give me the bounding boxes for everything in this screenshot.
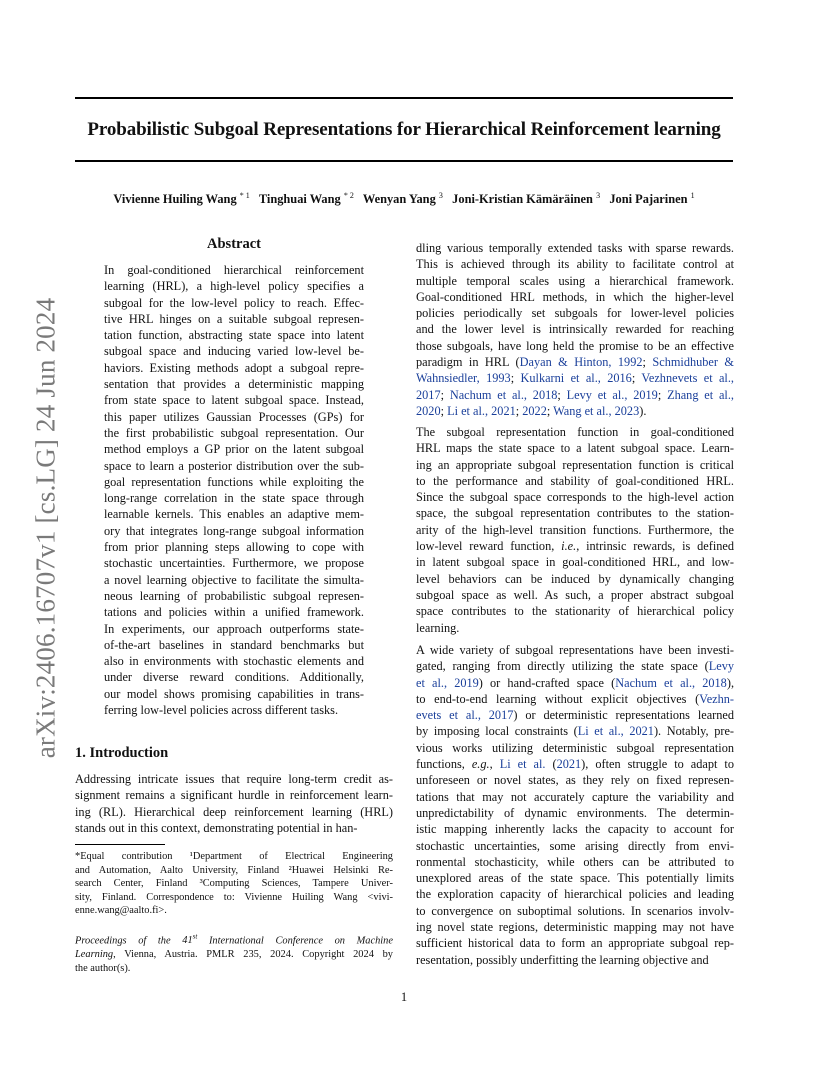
text-line — [416, 338, 734, 354]
text-span: space, the subgoal representation contributes to the station- — [416, 506, 734, 521]
text-line: and Automation, Aalto University, Finland ²Huawei Helsinki Re- — [75, 864, 393, 876]
text-span: vious works utilizing deterministic subgoal representation — [416, 740, 734, 755]
citation-link[interactable]: Levy et al., 2019 — [566, 387, 658, 402]
text-span: This is achieved through its ability to facilitate control at — [416, 257, 734, 272]
text-line: In experiments, our approach outperforms state- — [104, 621, 364, 636]
text-line — [416, 870, 734, 886]
text-line: this paper utilizes Gaussian Processes (GPs) for — [104, 409, 364, 424]
text-line — [416, 505, 734, 521]
right-column-paragraph — [416, 424, 734, 636]
text-line — [416, 489, 734, 505]
text-span: ; — [440, 387, 450, 402]
citation-link[interactable]: Vezhn- — [699, 691, 734, 706]
text-line: signment remains a significant hurdle in reinforcement learn- — [75, 788, 393, 803]
text-span: e.g. — [471, 757, 490, 772]
text-span: multiple temporal scales using a hierarchical framework. — [416, 273, 734, 288]
text-line — [416, 273, 734, 289]
text-line — [416, 571, 734, 587]
text-span: ing an appropriate subgoal representation function is critical — [416, 457, 734, 472]
text-line — [416, 723, 734, 739]
text-line: search Center, Finland ³Computing Sciences, Tampere Univer- — [75, 878, 393, 890]
text-span: arity of the high-level transition functions. Furthermore, the — [416, 522, 734, 537]
text-line — [416, 603, 734, 619]
text-span: functions, — [416, 757, 472, 772]
paper-title: Probabilistic Subgoal Representations for Hierarchical Reinforcement learning — [87, 119, 721, 140]
text-line — [416, 587, 734, 603]
text-line — [416, 952, 734, 968]
text-line: sity, Finland. Correspondence to: Vivienne Huiling Wang <vivi- — [75, 891, 393, 903]
right-column-paragraph — [416, 642, 734, 968]
text-span: dling various temporally extended tasks with sparse rewards. — [416, 241, 734, 255]
text-span: HRL maps the state space to a latent subgoal space. Learn- — [416, 441, 734, 456]
text-line: tive HRL hinges on a suitable subgoal represen- — [104, 311, 364, 326]
citation-link[interactable]: Li et al. — [499, 757, 546, 772]
text-line — [416, 473, 734, 489]
text-line — [416, 935, 734, 951]
text-line: long-range correlation in the state space through — [104, 491, 364, 506]
author: Wenyan Yang $^3$ — [362, 191, 443, 207]
abstract-heading: Abstract — [207, 236, 261, 252]
text-span: ) or deterministic representations learned — [513, 708, 735, 723]
citation-link[interactable]: 2017 — [416, 387, 441, 402]
text-span: The subgoal representation function in goal-conditioned — [416, 425, 734, 439]
text-line — [416, 620, 734, 636]
text-line: the first probabilistic subgoal representation. Our — [104, 425, 364, 440]
citation-link[interactable]: evets et al., 2017 — [416, 708, 514, 723]
text-line: ferring low-level policies across different tasks. — [104, 703, 339, 718]
text-line: Addressing intricate issues that require long-term credit as- — [75, 772, 393, 786]
right-column-paragraph — [416, 240, 734, 419]
text-span: stochastic uncertainties, some arising directly from envi- — [416, 838, 734, 853]
text-span: ). Notably, pre- — [653, 724, 735, 739]
text-span: space contributes to the stationarity of hierarchical policy — [416, 604, 734, 619]
author: Tinghuai Wang $^{* 2}$ — [258, 191, 354, 207]
affiliation-footnote — [75, 850, 393, 918]
text-span: ). — [639, 403, 647, 418]
citation-link[interactable]: Nachum et al., 2018 — [615, 675, 727, 690]
text-line — [416, 354, 734, 370]
text-span: istic mapping inherently lacks the capacity to account for — [416, 822, 734, 837]
text-line — [416, 707, 734, 723]
text-line — [416, 538, 734, 554]
citation-link[interactable]: Li et al., 2021 — [577, 724, 654, 739]
text-span: ; — [631, 371, 642, 386]
text-span: the exploration capacity of hierarchical policies and leading — [416, 887, 734, 902]
text-line — [416, 554, 734, 570]
author: Vivienne Huiling Wang $^{* 1}$ — [113, 191, 250, 207]
footnote-rule — [75, 844, 165, 845]
text-span: by imposing local constraints ( — [416, 724, 578, 739]
text-line — [416, 886, 734, 902]
text-line — [416, 522, 734, 538]
text-line — [416, 691, 734, 707]
citation-link[interactable]: Vezhnevets et al., — [641, 371, 734, 386]
text-line — [416, 675, 734, 691]
text-span: unforeseen or novel states, as they rely on fixed represen- — [416, 773, 734, 788]
citation-link[interactable]: Levy — [708, 659, 734, 674]
text-span: to convergence on suboptimal solutions. In scenarios involv- — [416, 903, 734, 918]
citation-link[interactable]: Dayan & Hinton, 1992 — [519, 355, 643, 370]
text-span: , — [489, 757, 500, 772]
text-span: learning. — [416, 620, 460, 635]
text-line: stochastic uncertainties. Furthermore, we propose — [104, 556, 364, 571]
text-span: ( — [545, 757, 557, 772]
text-line — [416, 424, 734, 440]
text-line: under diverse reward conditions. Additionally, — [104, 670, 364, 685]
text-span: ; — [440, 403, 448, 418]
text-span: sufficient historical data to form an appropriate subgoal rep- — [416, 936, 734, 951]
text-span: ing novel state regions, deterministic mapping may not have — [416, 920, 734, 935]
text-span: ), — [726, 675, 735, 690]
text-line: tations and policies within a unified framework. — [104, 605, 364, 620]
introduction-text — [75, 771, 393, 836]
text-line: method employs a GP prior on the latent subgoal — [104, 442, 364, 457]
text-line: ing (RL). Hierarchical deep reinforcement learning (HRL) — [75, 804, 393, 819]
text-span: ; — [657, 387, 668, 402]
text-line: from prior planning steps allowing to cope with — [104, 540, 364, 555]
text-span: Goal-conditioned HRL methods, in which the higher-level — [416, 289, 734, 304]
text-line — [416, 838, 734, 854]
citation-link[interactable]: 2022 — [522, 403, 547, 418]
text-span: paradigm in HRL ( — [416, 355, 520, 370]
citation-link[interactable]: 2021 — [556, 757, 582, 772]
introduction-heading: 1. Introduction — [75, 745, 169, 761]
author: Joni Pajarinen $^1$ — [609, 191, 695, 207]
citation-link[interactable]: 2020 — [416, 403, 441, 418]
text-line: subgoal for the low-level policy to reach. Effec- — [104, 295, 364, 310]
arxiv-identifier-stamp: arXiv:2406.16707v1 [cs.LG] 24 Jun 2024 — [30, 297, 61, 759]
text-line: goal representation functions while exploiting the — [104, 474, 364, 489]
text-span: ; — [557, 387, 567, 402]
text-line: from state space to latent subgoal space. Instead, — [104, 393, 364, 408]
text-line: also in environments with stochastic elements and — [104, 654, 364, 669]
proceedings-note — [75, 931, 393, 975]
text-span: tations that may not accurately capture the variability and — [416, 789, 734, 804]
text-line — [416, 387, 734, 403]
text-line: of-the-art baselines in standard benchmarks but — [104, 637, 364, 652]
page-number: 1 — [400, 990, 408, 1004]
text-line — [416, 756, 734, 772]
text-line: *Equal contribution ¹Department of Electrical Engineering — [75, 851, 393, 862]
text-line: space to learn a posterior distribution over the sub- — [104, 458, 364, 473]
text-span: unpredictability of dynamic environments. The determin- — [416, 805, 734, 820]
text-line: subgoal space and inducing varied low-level be- — [104, 344, 364, 359]
text-line: stands out in this context, demonstrating potential in han- — [75, 820, 358, 835]
citation-link[interactable]: Wahnsiedler, 1993 — [416, 371, 511, 386]
text-line — [416, 370, 734, 386]
citation-link[interactable]: Wang et al., 2023 — [553, 403, 640, 418]
text-span: , intrinsic rewards, is defined — [576, 539, 734, 554]
text-line: ory that integrates long-range subgoal information — [104, 523, 364, 538]
text-line — [416, 658, 734, 674]
abstract-text — [104, 262, 364, 718]
text-line: In goal-conditioned hierarchical reinforcement — [104, 263, 364, 277]
text-span: ) or hand-crafted space ( — [478, 675, 616, 690]
text-line: sentation that provides a deterministic mapping — [104, 377, 364, 392]
text-span: to the performance and stability of goal-conditioned HRL. — [416, 473, 734, 488]
text-line — [416, 256, 734, 272]
text-line — [416, 642, 734, 658]
text-span: and the lower level is intrinsically rewarded for reaching — [416, 322, 734, 337]
text-span: resentation, possibly underfitting the learning objective and — [416, 952, 709, 967]
text-span: ), often struggle to adapt to — [581, 757, 734, 772]
text-line: tation function, abstracting state space into latent — [104, 328, 364, 343]
text-line — [416, 919, 734, 935]
text-line: learnable kernels. This enables an adaptive mem- — [104, 507, 364, 522]
title-top-rule — [75, 97, 733, 99]
text-span: ; — [510, 371, 521, 386]
text-line: Learning, Vienna, Austria. PMLR 235, 2024. Copyright 2024 by — [75, 949, 393, 961]
citation-link[interactable]: Nachum et al., 2018 — [449, 387, 558, 402]
text-line: neous learning of probabilistic subgoal represen- — [104, 588, 364, 603]
text-line — [416, 805, 734, 821]
citation-link[interactable]: Zhang et al., — [667, 387, 734, 402]
text-span: ; — [642, 355, 653, 370]
text-span: ; — [546, 403, 554, 418]
text-line — [416, 240, 734, 256]
text-line: haviors. Existing methods adopt a subgoal repre- — [104, 360, 364, 375]
citation-link[interactable]: Schmidhuber & — [652, 355, 734, 370]
citation-link[interactable]: et al., 2019 — [416, 675, 479, 690]
text-line: Proceedings of the 41st International Conference on Machine — [75, 933, 393, 947]
text-span: ronmental stochasticity, while others can be attributed to — [416, 854, 734, 869]
text-span: in latent subgoal space in goal-conditioned HRL, and low- — [416, 555, 734, 570]
text-line — [416, 305, 734, 321]
text-line — [416, 403, 734, 419]
text-line: the author(s). — [75, 962, 131, 974]
citation-link[interactable]: Kulkarni et al., 2016 — [520, 371, 632, 386]
text-line — [416, 289, 734, 305]
text-line: learning (HRL), a high-level policy specifies a — [104, 279, 364, 294]
text-line — [416, 903, 734, 919]
text-span: A wide variety of subgoal representations have been investi- — [416, 643, 734, 657]
citation-link[interactable]: Li et al., 2021 — [447, 403, 516, 418]
text-line — [416, 440, 734, 456]
text-line — [416, 740, 734, 756]
text-span: policies periodically set subgoals for lower-level policies — [416, 306, 734, 321]
text-line — [416, 821, 734, 837]
title-bottom-rule — [75, 160, 733, 162]
text-span: low-level reward function, — [416, 539, 562, 554]
text-span: subgoal space as well. As such, a proper abstract subgoal — [416, 587, 734, 602]
text-line: our model shows promising capabilities in trans- — [104, 686, 364, 701]
text-span: Since the subgoal space corresponds to the high-level action — [416, 490, 734, 505]
text-span: gated, ranging from directly utilizing the state space ( — [416, 659, 709, 674]
text-span: those subgoals, have long held the promise to be an effective — [416, 338, 734, 353]
text-span: to end-to-end learning without explicit objectives ( — [416, 691, 700, 706]
author-list — [60, 191, 748, 207]
text-line — [416, 457, 734, 473]
text-line — [416, 321, 734, 337]
text-span: i.e. — [561, 539, 577, 554]
text-line: a novel learning objective to facilitate the simulta- — [104, 572, 364, 587]
text-line — [416, 772, 734, 788]
text-span: unexplored areas of the state space. This potentially limits — [416, 871, 734, 886]
text-line: enne.wang@aalto.fi>. — [75, 905, 167, 917]
text-line — [416, 854, 734, 870]
text-span: level behaviors can be induced by dynamically changing — [416, 571, 734, 586]
author: Joni-Kristian Kämäräinen $^3$ — [452, 191, 601, 207]
text-line — [416, 789, 734, 805]
text-span: ; — [515, 403, 523, 418]
